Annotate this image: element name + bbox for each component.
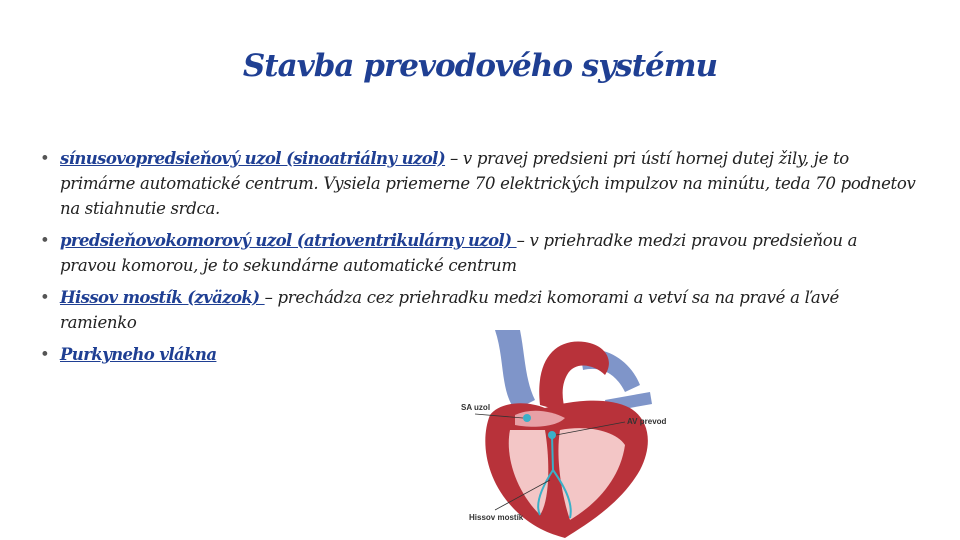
label-sa-node: SA uzol — [461, 403, 491, 412]
bullet-dot-icon: • — [40, 345, 50, 364]
heart-conduction-illustration — [455, 330, 670, 540]
bullet-item-his-bundle — [38, 285, 918, 335]
bullet-item-av-node — [38, 228, 918, 278]
bullet-text-av-node: – v priehradke medzi pravou predsieňou a pravou komorou, je to sekundárne automatické centrum — [60, 231, 858, 275]
term-purkinje[interactable]: Purkyneho vlákna — [60, 345, 217, 364]
superior-vena-cava — [495, 330, 535, 410]
term-his-bundle[interactable]: Hissov mostík (zväzok) — [60, 288, 265, 307]
bullet-dot-icon: • — [40, 288, 50, 307]
bullet-dot-icon: • — [40, 231, 50, 250]
term-sa-node[interactable]: sínusovopredsieňový uzol (sinoatriálny uzol) — [60, 149, 446, 168]
slide-title: Stavba prevodového systému — [242, 48, 718, 84]
term-av-node[interactable]: predsieňovokomorový uzol (atrioventrikulárny uzol) — [60, 231, 517, 250]
bullet-item-sa-node — [38, 146, 918, 221]
label-av-node: AV prevod — [627, 417, 667, 426]
label-his-bundle: Hissov mostík — [469, 513, 524, 522]
bullet-text-his-bundle: – prechádza cez priehradku medzi komorami a vetví sa na pravé a ľavé ramienko — [60, 288, 839, 332]
sa-node-marker — [523, 414, 531, 422]
bullet-text-sa-node: – v pravej predsieni pri ústí hornej dutej žily, je to primárne automatické centrum. Vysiela priemerne 70 elektrických impulzov na minútu, teda 70 podnetov na stiahnutie srdca. — [60, 149, 916, 218]
bullet-dot-icon: • — [40, 149, 50, 168]
